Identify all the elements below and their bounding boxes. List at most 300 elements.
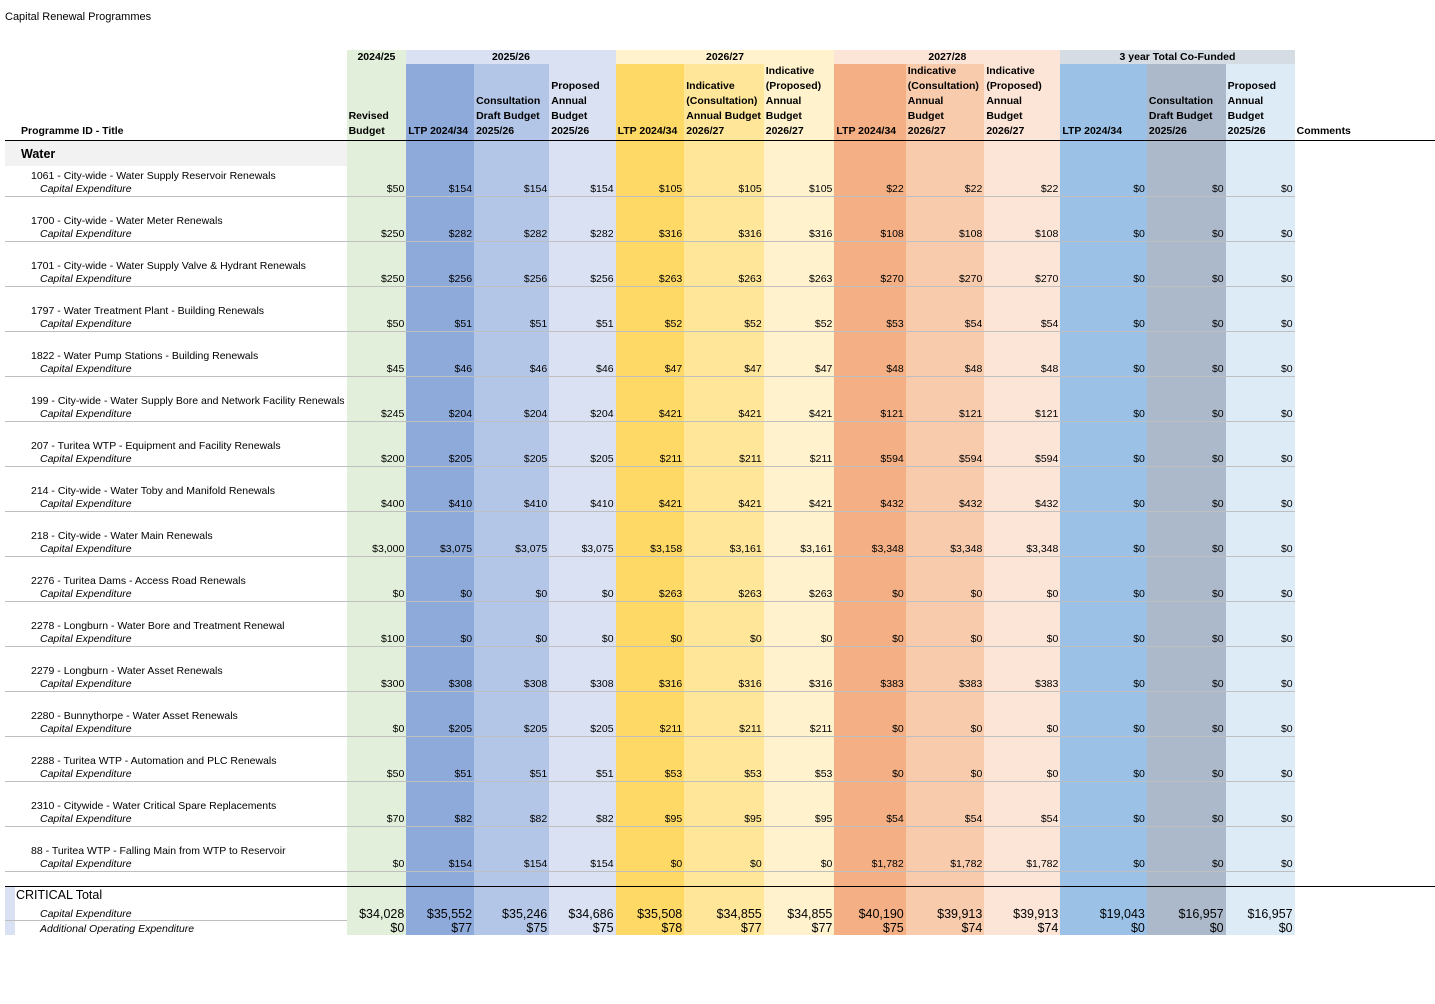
- col-header-draft-total: Consultation Draft Budget 2025/26: [1147, 64, 1226, 141]
- comment-cell: [1295, 526, 1435, 542]
- table-body: [5, 141, 1435, 936]
- blank-cell: [616, 436, 685, 452]
- value-cell: $154: [406, 857, 474, 872]
- comment-cell: [1295, 542, 1435, 557]
- total-value-cell: $77: [684, 921, 763, 936]
- blank-cell: [684, 616, 763, 632]
- blank-cell: [906, 422, 985, 437]
- blank-cell: [549, 512, 615, 527]
- blank-cell: [406, 706, 474, 722]
- blank-cell: [984, 647, 1060, 662]
- blank-cell: [984, 571, 1060, 587]
- blank-cell: [984, 287, 1060, 302]
- section-title: Water: [5, 141, 347, 167]
- blank-cell: [549, 436, 615, 452]
- value-cell: $0: [1226, 857, 1295, 872]
- blank-cell: [764, 512, 835, 527]
- value-cell: $410: [549, 497, 615, 512]
- blank-cell: [5, 422, 347, 437]
- blank-cell: [906, 827, 985, 842]
- col-header-ltp-2025-26: LTP 2024/34: [406, 64, 474, 141]
- blank-cell: [834, 782, 905, 797]
- blank-cell: [1226, 242, 1295, 257]
- blank-cell: [906, 872, 985, 887]
- blank-cell: [1060, 197, 1147, 212]
- blank-cell: [1147, 481, 1226, 497]
- blank-cell: [347, 422, 407, 437]
- blank-cell: [549, 616, 615, 632]
- blank-cell: [906, 436, 985, 452]
- value-cell: $316: [684, 677, 763, 692]
- blank-cell: [5, 602, 347, 617]
- comment-cell: [1295, 407, 1435, 422]
- value-cell: $3,161: [764, 542, 835, 557]
- blank-cell: [1295, 782, 1435, 797]
- blank-cell: [549, 571, 615, 587]
- group-3-year-total: 3 year Total Co-Funded: [1060, 50, 1294, 64]
- blank-cell: [616, 872, 685, 887]
- blank-cell: [984, 197, 1060, 212]
- comment-cell: [1295, 362, 1435, 377]
- row-label: Capital Expenditure: [5, 227, 347, 242]
- blank-cell: [984, 616, 1060, 632]
- blank-cell: [406, 436, 474, 452]
- blank-cell: [1060, 422, 1147, 437]
- col-header-consult-2026-27: Indicative (Consultation) Annual Budget 2026/27: [684, 64, 763, 141]
- capital-expenditure-row: [5, 812, 1435, 827]
- value-cell: $0: [1060, 497, 1147, 512]
- blank-cell: [474, 571, 549, 587]
- blank-cell: [347, 751, 407, 767]
- value-cell: $0: [1147, 812, 1226, 827]
- value-cell: $45: [347, 362, 407, 377]
- blank-cell: [1147, 692, 1226, 707]
- value-cell: $383: [906, 677, 985, 692]
- blank-cell: [684, 526, 763, 542]
- value-cell: $3,000: [347, 542, 407, 557]
- blank-cell: [474, 661, 549, 677]
- capital-expenditure-row: [5, 272, 1435, 287]
- blank-cell: [1147, 557, 1226, 572]
- value-cell: $256: [406, 272, 474, 287]
- blank-cell: [1147, 571, 1226, 587]
- blank-cell: [906, 571, 985, 587]
- col-header-ltp-total: LTP 2024/34: [1060, 64, 1147, 141]
- blank-cell: [406, 211, 474, 227]
- value-cell: $0: [1226, 362, 1295, 377]
- value-cell: $52: [764, 317, 835, 332]
- spacer-row: [5, 827, 1435, 842]
- value-cell: $46: [549, 362, 615, 377]
- value-cell: $51: [406, 767, 474, 782]
- blank-cell: [906, 526, 985, 542]
- row-label: Capital Expenditure: [5, 542, 347, 557]
- value-cell: $0: [984, 722, 1060, 737]
- blank-cell: [549, 841, 615, 857]
- programme-title: 199 - City-wide - Water Supply Bore and Network Facility Renewals: [5, 391, 347, 407]
- blank-cell: [1060, 647, 1147, 662]
- blank-cell: [764, 571, 835, 587]
- blank-cell: [549, 166, 615, 182]
- capital-expenditure-row: [5, 362, 1435, 377]
- blank-cell: [1226, 872, 1295, 887]
- blank-cell: [764, 557, 835, 572]
- capital-expenditure-row: [5, 542, 1435, 557]
- blank-cell: [549, 782, 615, 797]
- total-value-cell: $34,855: [684, 903, 763, 921]
- value-cell: $0: [984, 587, 1060, 602]
- blank-cell: [1060, 526, 1147, 542]
- value-cell: $270: [984, 272, 1060, 287]
- comment-cell: [1295, 796, 1435, 812]
- blank-cell: [1226, 301, 1295, 317]
- value-cell: $0: [1060, 227, 1147, 242]
- blank-cell: [549, 346, 615, 362]
- comment-cell: [1295, 227, 1435, 242]
- col-header-ltp-2027-28: LTP 2024/34: [834, 64, 905, 141]
- value-cell: $204: [549, 407, 615, 422]
- blank-cell: [406, 467, 474, 482]
- blank-cell: [764, 661, 835, 677]
- value-cell: $3,075: [474, 542, 549, 557]
- blank-cell: [549, 887, 615, 904]
- blank-cell: [1226, 796, 1295, 812]
- blank-cell: [984, 751, 1060, 767]
- value-cell: $383: [984, 677, 1060, 692]
- total-value-cell: $75: [834, 921, 905, 936]
- blank-cell: [474, 436, 549, 452]
- blank-cell: [474, 602, 549, 617]
- total-value-cell: $77: [406, 921, 474, 936]
- programme-title-row: [5, 796, 1435, 812]
- value-cell: $205: [549, 452, 615, 467]
- blank-cell: [474, 782, 549, 797]
- value-cell: $0: [1226, 677, 1295, 692]
- blank-cell: [906, 166, 985, 182]
- total-row-label: Additional Operating Expenditure: [5, 921, 347, 936]
- capital-expenditure-row: [5, 857, 1435, 872]
- value-cell: $48: [906, 362, 985, 377]
- total-value-cell: $39,913: [906, 903, 985, 921]
- value-cell: $54: [834, 812, 905, 827]
- value-cell: $0: [1226, 722, 1295, 737]
- blank-cell: [406, 557, 474, 572]
- spacer-row: [5, 377, 1435, 392]
- blank-cell: [684, 796, 763, 812]
- blank-cell: [1295, 287, 1435, 302]
- blank-cell: [764, 526, 835, 542]
- value-cell: $0: [1147, 272, 1226, 287]
- blank-cell: [5, 377, 347, 392]
- value-cell: $154: [474, 182, 549, 197]
- blank-cell: [684, 872, 763, 887]
- value-cell: $0: [1226, 587, 1295, 602]
- comment-cell: [1295, 857, 1435, 872]
- blank-cell: [406, 841, 474, 857]
- value-cell: $108: [834, 227, 905, 242]
- blank-cell: [347, 796, 407, 812]
- blank-cell: [764, 647, 835, 662]
- value-cell: $53: [764, 767, 835, 782]
- blank-cell: [406, 751, 474, 767]
- total-value-cell: $35,552: [406, 903, 474, 921]
- blank-cell: [406, 827, 474, 842]
- blank-cell: [1060, 211, 1147, 227]
- blank-cell: [906, 377, 985, 392]
- blank-cell: [406, 526, 474, 542]
- value-cell: $22: [906, 182, 985, 197]
- row-label: Capital Expenditure: [5, 677, 347, 692]
- value-cell: $0: [1147, 857, 1226, 872]
- value-cell: $211: [764, 452, 835, 467]
- comment-cell: [1295, 677, 1435, 692]
- value-cell: $383: [834, 677, 905, 692]
- blank-cell: [474, 872, 549, 887]
- blank-cell: [764, 751, 835, 767]
- spacer-row: [5, 647, 1435, 662]
- value-cell: $200: [347, 452, 407, 467]
- blank-cell: [474, 616, 549, 632]
- blank-cell: [616, 422, 685, 437]
- blank-cell: [406, 301, 474, 317]
- blank-cell: [616, 346, 685, 362]
- blank-cell: [347, 211, 407, 227]
- blank-cell: [1226, 751, 1295, 767]
- value-cell: $3,348: [906, 542, 985, 557]
- blank-cell: [616, 467, 685, 482]
- blank-cell: [474, 647, 549, 662]
- value-cell: $0: [1147, 722, 1226, 737]
- blank-cell: [616, 287, 685, 302]
- value-cell: $0: [834, 767, 905, 782]
- blank-cell: [549, 377, 615, 392]
- blank-cell: [1060, 616, 1147, 632]
- blank-cell: [1226, 377, 1295, 392]
- blank-cell: [1147, 647, 1226, 662]
- comment-cell: [1295, 301, 1435, 317]
- value-cell: $421: [616, 497, 685, 512]
- programme-title-row: [5, 481, 1435, 497]
- value-cell: $0: [1147, 632, 1226, 647]
- blank-cell: [1226, 616, 1295, 632]
- blank-cell: [1147, 467, 1226, 482]
- blank-cell: [834, 197, 905, 212]
- blank-cell: [764, 706, 835, 722]
- blank-cell: [984, 436, 1060, 452]
- blank-cell: [684, 436, 763, 452]
- blank-cell: [1226, 467, 1295, 482]
- blank-cell: [834, 796, 905, 812]
- value-cell: $316: [764, 227, 835, 242]
- value-cell: $0: [347, 722, 407, 737]
- blank-cell: [906, 301, 985, 317]
- blank-cell: [347, 346, 407, 362]
- value-cell: $53: [684, 767, 763, 782]
- value-cell: $0: [406, 587, 474, 602]
- blank-cell: [616, 616, 685, 632]
- blank-cell: [1147, 256, 1226, 272]
- value-cell: $0: [1060, 542, 1147, 557]
- blank-cell: [474, 887, 549, 904]
- value-cell: $51: [549, 317, 615, 332]
- blank-cell: [406, 887, 474, 904]
- blank-cell: [616, 166, 685, 182]
- value-cell: $46: [474, 362, 549, 377]
- budget-table: [5, 50, 1435, 935]
- blank-cell: [684, 301, 763, 317]
- value-cell: $1,782: [906, 857, 985, 872]
- value-cell: $50: [347, 317, 407, 332]
- value-cell: $270: [834, 272, 905, 287]
- blank-cell: [1147, 796, 1226, 812]
- blank-cell: [1226, 827, 1295, 842]
- total-value-cell: $77: [764, 921, 835, 936]
- blank-cell: [984, 166, 1060, 182]
- blank-cell: [764, 796, 835, 812]
- blank-cell: [406, 377, 474, 392]
- value-cell: $105: [684, 182, 763, 197]
- blank-cell: [406, 692, 474, 707]
- programme-title-row: [5, 616, 1435, 632]
- capital-expenditure-row: [5, 767, 1435, 782]
- blank-cell: [834, 692, 905, 707]
- blank-cell: [549, 332, 615, 347]
- blank-cell: [1226, 887, 1295, 904]
- blank-cell: [906, 602, 985, 617]
- blank-cell: [764, 737, 835, 752]
- blank-cell: [1060, 557, 1147, 572]
- blank-cell: [1147, 422, 1226, 437]
- blank-cell: [549, 692, 615, 707]
- value-cell: $154: [406, 182, 474, 197]
- blank-cell: [906, 391, 985, 407]
- blank-cell: [684, 557, 763, 572]
- value-cell: $205: [474, 452, 549, 467]
- total-value-cell: $78: [616, 921, 685, 936]
- programme-title: 1797 - Water Treatment Plant - Building Renewals: [5, 301, 347, 317]
- value-cell: $108: [984, 227, 1060, 242]
- value-cell: $121: [906, 407, 985, 422]
- row-label: Capital Expenditure: [5, 182, 347, 197]
- value-cell: $0: [1147, 227, 1226, 242]
- blank-cell: [616, 782, 685, 797]
- blank-cell: [347, 242, 407, 257]
- value-cell: $3,075: [406, 542, 474, 557]
- blank-cell: [1295, 887, 1435, 904]
- blank-cell: [984, 692, 1060, 707]
- blank-cell: [474, 256, 549, 272]
- total-value-cell: $35,508: [616, 903, 685, 921]
- blank-cell: [1147, 287, 1226, 302]
- blank-cell: [1060, 796, 1147, 812]
- blank-cell: [1295, 602, 1435, 617]
- blank-cell: [1295, 737, 1435, 752]
- value-cell: $47: [616, 362, 685, 377]
- blank-cell: [984, 737, 1060, 752]
- blank-cell: [406, 512, 474, 527]
- col-header-consult-2027-28: Indicative (Consultation) Annual Budget 2026/27: [906, 64, 985, 141]
- blank-cell: [906, 647, 985, 662]
- blank-cell: [5, 242, 347, 257]
- blank-cell: [1295, 647, 1435, 662]
- blank-cell: [834, 166, 905, 182]
- total-value-cell: $0: [1226, 921, 1295, 936]
- group-2027-28: 2027/28: [834, 50, 1060, 64]
- total-value-row: [5, 921, 1435, 936]
- blank-cell: [616, 706, 685, 722]
- value-cell: $0: [834, 587, 905, 602]
- row-label: Capital Expenditure: [5, 722, 347, 737]
- blank-cell: [616, 242, 685, 257]
- blank-cell: [906, 737, 985, 752]
- blank-cell: [906, 197, 985, 212]
- value-cell: $0: [1226, 182, 1295, 197]
- blank-cell: [474, 737, 549, 752]
- value-cell: $400: [347, 497, 407, 512]
- blank-cell: [1226, 602, 1295, 617]
- blank-cell: [347, 647, 407, 662]
- blank-cell: [684, 391, 763, 407]
- blank-cell: [347, 827, 407, 842]
- blank-cell: [906, 616, 985, 632]
- comment-cell: [1295, 391, 1435, 407]
- blank-cell: [906, 332, 985, 347]
- blank-cell: [764, 872, 835, 887]
- value-cell: $0: [616, 857, 685, 872]
- value-cell: $211: [616, 722, 685, 737]
- value-cell: $95: [684, 812, 763, 827]
- comment-cell: [1295, 722, 1435, 737]
- value-cell: $121: [834, 407, 905, 422]
- value-cell: $0: [1147, 497, 1226, 512]
- value-cell: $0: [1060, 722, 1147, 737]
- col-header-programme: Programme ID - Title: [5, 64, 347, 141]
- blank-cell: [906, 467, 985, 482]
- blank-cell: [474, 481, 549, 497]
- value-cell: $205: [406, 452, 474, 467]
- blank-cell: [406, 242, 474, 257]
- blank-cell: [347, 377, 407, 392]
- value-cell: $51: [474, 767, 549, 782]
- blank-cell: [549, 467, 615, 482]
- comment-cell: [1295, 211, 1435, 227]
- blank-cell: [1060, 256, 1147, 272]
- value-cell: $282: [474, 227, 549, 242]
- page-title: Capital Renewal Programmes: [5, 11, 152, 23]
- blank-cell: [549, 602, 615, 617]
- programme-title: 2310 - Citywide - Water Critical Spare Replacements: [5, 796, 347, 812]
- blank-cell: [616, 796, 685, 812]
- value-cell: $0: [764, 632, 835, 647]
- row-label: Capital Expenditure: [5, 587, 347, 602]
- value-cell: $594: [984, 452, 1060, 467]
- blank-cell: [1147, 661, 1226, 677]
- value-cell: $82: [406, 812, 474, 827]
- value-cell: $270: [906, 272, 985, 287]
- blank-cell: [1295, 557, 1435, 572]
- blank-cell: [984, 391, 1060, 407]
- blank-cell: [834, 211, 905, 227]
- blank-cell: [984, 661, 1060, 677]
- blank-cell: [1147, 782, 1226, 797]
- blank-cell: [906, 512, 985, 527]
- value-cell: $0: [1147, 182, 1226, 197]
- blank-cell: [549, 796, 615, 812]
- blank-cell: [1147, 301, 1226, 317]
- row-label: Capital Expenditure: [5, 362, 347, 377]
- blank-cell: [684, 737, 763, 752]
- blank-cell: [1226, 526, 1295, 542]
